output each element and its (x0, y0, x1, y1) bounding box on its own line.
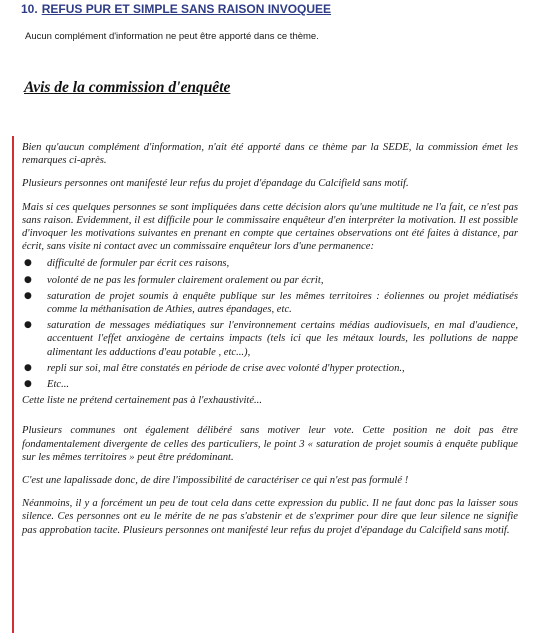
list-item: ● saturation de projet soumis à enquête publique sur les mêmes territoires : éoliennes ou projet médiatisés comme la méthanisation de Athies, autres épandages, etc. (24, 290, 518, 316)
bullet-icon: ● (24, 258, 32, 269)
section-title: REFUS PUR ET SIMPLE SANS RAISON INVOQUEE (41, 2, 332, 16)
paragraph: Bien qu'aucun complément d'information, n'ait été apporté dans ce thème par la SEDE, la commission émet les remarques ci-après. (22, 142, 518, 167)
bullet-icon: ● (24, 320, 32, 331)
list-item: ● repli sur soi, mal être constatés en période de crise avec volonté d'hyper protection., (24, 362, 405, 374)
bullet-icon: ● (24, 379, 32, 390)
bullet-icon: ● (24, 362, 32, 373)
bullet-icon: ● (24, 274, 32, 285)
bullet-icon: ● (24, 290, 32, 301)
list-item: ● Etc... (24, 379, 70, 391)
list-item: ● volonté de ne pas les formuler clairement oralement ou par écrit, (24, 274, 324, 286)
motivation-list (22, 257, 518, 391)
margin-change-bar (12, 136, 14, 633)
paragraph: C'est une lapalissade donc, de dire l'impossibilité de caractériser ce qui n'est pas formulé ! (22, 475, 409, 487)
paragraph: Plusieurs personnes ont manifesté leur refus du projet d'épandage du Calcifield sans motif. (22, 178, 409, 190)
list-item: ● difficulté de formuler par écrit ces raisons, (24, 258, 230, 270)
paragraph: Plusieurs communes ont également délibéré sans motiver leur vote. Cette position ne doit pas être fondamentalement divergente de celles des particuliers, le point 3 « saturation de projet soumis à enquête publique sur les mêmes territoires » peut être prédominant. (22, 425, 518, 463)
section-heading (21, 2, 331, 16)
list-item: ● saturation de messages médiatiques sur l'environnement certains médias audiovisuels, en mal d'audience, accentuent l'effet anxiogène de certains impacts (tels ici que les métaux lourds, les pollutions de nappe alimentant les adductions d'eau potable , etc...), (24, 320, 518, 358)
paragraph: Néanmoins, il y a forcément un peu de tout cela dans cette expression du public. Il ne faut donc pas la laisser sous silence. Ces personnes ont eu le mérite de ne pas s'abstenir et de s'exprimer pour dire que leur silence ne signifie pas approbation tacite. Plusieurs personnes ont manifesté leur refus du projet d'épandage du Calcifield sans motif. (22, 498, 518, 536)
section-number: 10. (21, 2, 38, 16)
section-note: Aucun complément d'information ne peut être apporté dans ce thème. (25, 31, 319, 42)
list-disclaimer: Cette liste ne prétend certainement pas à l'exhaustivité... (22, 395, 262, 407)
paragraph: Mais si ces quelques personnes se sont impliquées dans cette décision alors qu'une multitude ne l'a fait, ce n'est pas sans raison. Evidemment, il est difficile pour le commissaire enquêteur d'en interpréter la motivation. Il est possible d'invoquer les motivations suivantes en prenant en compte que certaines observations ont été faites à distance, par écrit, sans visite ni contact avec un commissaire enquêteur lors d'une permanence: (22, 201, 518, 253)
opinion-body (22, 141, 518, 537)
commission-opinion-heading: Avis de la commission d'enquête (24, 79, 231, 96)
